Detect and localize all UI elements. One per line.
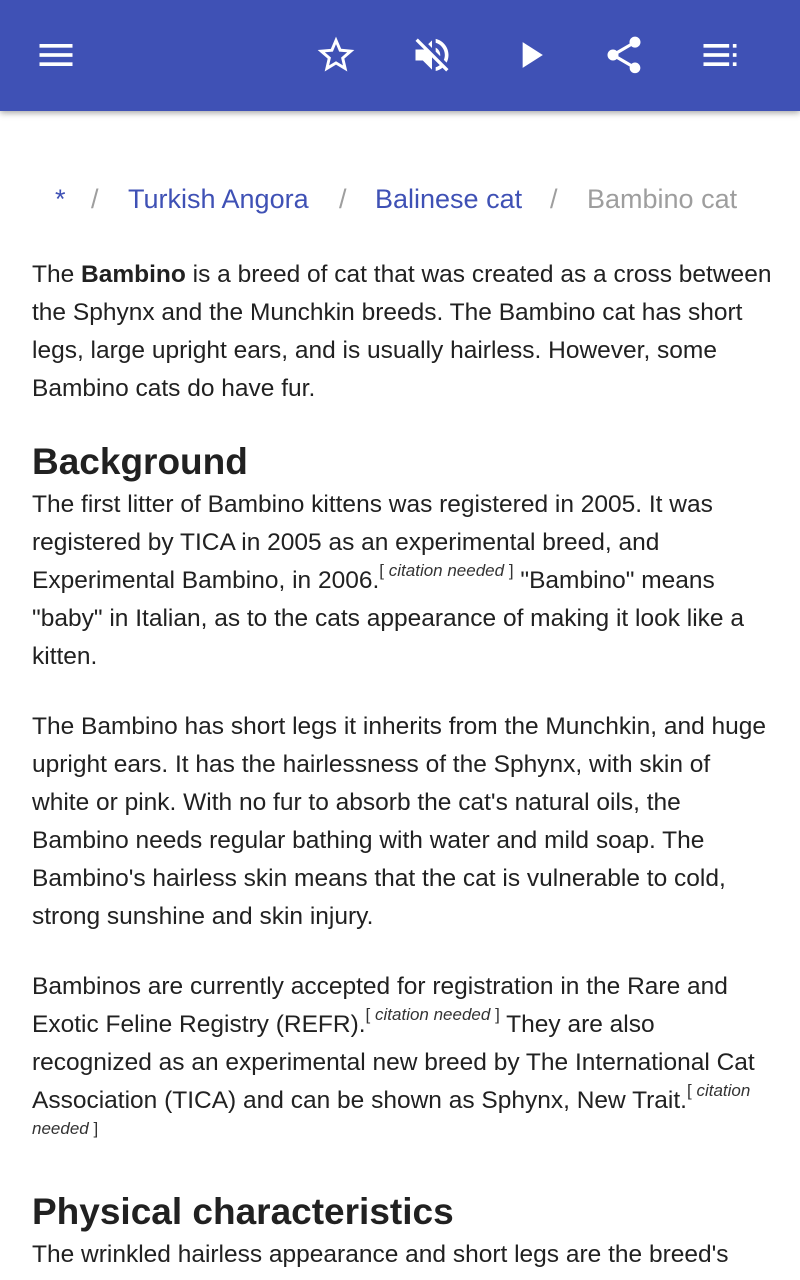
article-body: [32, 256, 772, 1280]
citation-bracket: ]: [93, 1119, 99, 1138]
menu-icon: [34, 33, 78, 77]
app-bar: [0, 0, 800, 111]
intro-paragraph: [32, 256, 772, 408]
intro-text: The: [32, 261, 82, 288]
breadcrumb-current: Bambino cat: [587, 184, 738, 214]
breadcrumb-link-balinese-cat[interactable]: Balinese cat: [375, 184, 523, 214]
citation-bracket: ]: [508, 561, 514, 580]
citation-needed-link[interactable]: [379, 561, 513, 580]
menu-button[interactable]: [28, 27, 84, 83]
intro-bold-term: Bambino: [81, 261, 186, 288]
breadcrumb-separator: /: [91, 184, 99, 214]
citation-text: citation needed: [32, 1081, 751, 1138]
volume-off-icon: [410, 33, 454, 77]
list-icon: [698, 33, 742, 77]
favorite-button[interactable]: [308, 27, 364, 83]
physical-paragraph-1: The wrinkled hairless appearance and short legs are the breed's: [32, 1241, 729, 1268]
citation-bracket: [: [687, 1081, 692, 1100]
paragraph-text: "Bambino" means "baby" in Italian, as to the cats appearance of making it look like a kitten.: [32, 567, 744, 670]
section-heading-background: Background: [32, 441, 248, 482]
breadcrumb-link-turkish-angora[interactable]: Turkish Angora: [128, 184, 309, 214]
share-button[interactable]: [596, 27, 652, 83]
citation-bracket: ]: [495, 1005, 500, 1024]
citation-needed-link[interactable]: [366, 1005, 500, 1024]
content-area[interactable]: [0, 111, 800, 1280]
citation-text: citation needed: [388, 561, 505, 580]
play-icon: [508, 33, 552, 77]
share-icon: [602, 33, 646, 77]
citation-bracket: [: [379, 561, 385, 580]
background-paragraph-2: The Bambino has short legs it inherits from the Munchkin, and huge upright ears. It has the hairlessness of the Sphynx, with skin of white or pink. With no fur to absorb the cat's natural oils, the Bambino needs regular bathing with water and mild soap. The Bambino's hairless skin means that the cat is vulnerable to cold, strong sunshine and skin injury.: [32, 713, 767, 930]
contents-button[interactable]: [692, 27, 748, 83]
citation-bracket: [: [365, 1005, 371, 1024]
paragraph-text: They are also recognized as an experimental new breed by The International Cat Association (TICA) and can be shown as Sphynx, New Trait.: [32, 1011, 755, 1114]
section-heading-physical-characteristics: Physical characteristics: [32, 1191, 454, 1232]
star-icon: [314, 33, 358, 77]
paragraph-text: The first litter of Bambino kittens was registered in 2005. It was registered by TICA in 2005 as an experimental breed, and Experimental Bambino, in 2006.: [32, 491, 713, 594]
breadcrumb-separator: /: [339, 184, 347, 214]
citation-text: citation needed: [375, 1005, 491, 1024]
breadcrumb-separator: /: [550, 184, 558, 214]
intro-text-rest: is a breed of cat that was created as a cross between the Sphynx and the Munchkin breeds. The Bambino cat has short legs, large upright ears, and is usually hairless. However, some Bambino cats do have fur.: [32, 261, 772, 402]
background-paragraph-3: [32, 968, 772, 1158]
background-paragraph-1: [32, 486, 772, 676]
paragraph-text: Bambinos are currently accepted for registration in the Rare and Exotic Feline Registry (REFR).: [32, 973, 728, 1038]
breadcrumb: [0, 181, 800, 217]
breadcrumb-root[interactable]: *: [55, 184, 66, 214]
mute-button[interactable]: [404, 27, 460, 83]
play-button[interactable]: [502, 27, 558, 83]
